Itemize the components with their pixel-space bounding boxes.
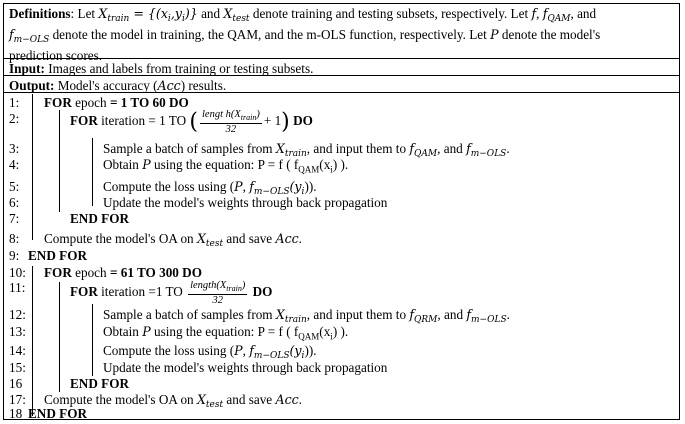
divider [4, 92, 679, 93]
output-line: Output: Model's accuracy (Acc) results. [9, 78, 227, 93]
algorithm-header [4, 4, 679, 63]
indent-bar [32, 266, 33, 416]
definitions-paragraph: Definitions: Let $X_{train} = \{(x_i,y_i)\}$ and $X_{test}$ denote training and testing subsets, respectively. Let f, $f_{QAM}$, and $f_{m-OLS}$ denote the model in training, the QAM, and the m-OLS function, respectively. Let P denote the model's prediction scores. [9, 6, 601, 63]
indent-bar [32, 94, 33, 240]
input-line: Input: Images and labels from training or testing subsets. [9, 61, 314, 76]
indent-bar [92, 138, 93, 206]
indent-bar [92, 304, 93, 376]
indent-bar [59, 110, 60, 212]
indent-bar [59, 282, 60, 392]
algorithm-box: Definitions: Let $X_{train} = \{(x_i,y_i)\}$ and $X_{test}$ denote training and testing subsets, respectively. Let f, $f_{QAM}$, and $f_{m-OLS}$ denote the model in training, the QAM, and the m-OLS function, respectively. Let P denote the model's prediction scores. Input: Images and labels from training or testing subsets. Output: Model's accuracy (Acc) results. 1: FOR epoch = 1 TO 60 DO 2: FOR iteration = 1 TO ( $\frac{lengt h(X_{train})}{32}$ + 1) DO 3: Sample a batch of samples from $X_{train}$, and input them to $f_{QAM}$, and $f_{m-OLS}$. 4: Obtain P using the equation: P = f ( $f_{QAM}(x_i)$ ). 5: Compute the loss using (P, $f_{m-OLS}(y_i)$). 6: Update the model's weights through back propagation 7: END FOR 8: Compute the model's OA on $X_{test}$ and save Acc. 9: END FOR 10: FOR epoch = 61 TO 300 DO 11: FOR iteration =1 TO $\frac{length(X_{train})}{32}$ DO 12: Sample a batch of samples from $X_{train}$, and input them to $f_{QRM}$, and $f_{m-OLS}$. 13: Obtain P using the equation: P = f ( $f_{QAM}(x_i)$ ). 14: Compute the loss using (P, $f_{m-OLS}(y_i)$). 15: Update the model's weights through back propagation 16 END FOR 17: Compute the model's OA on $X_{test}$ and save Acc. 18 END FOR [3, 3, 680, 420]
